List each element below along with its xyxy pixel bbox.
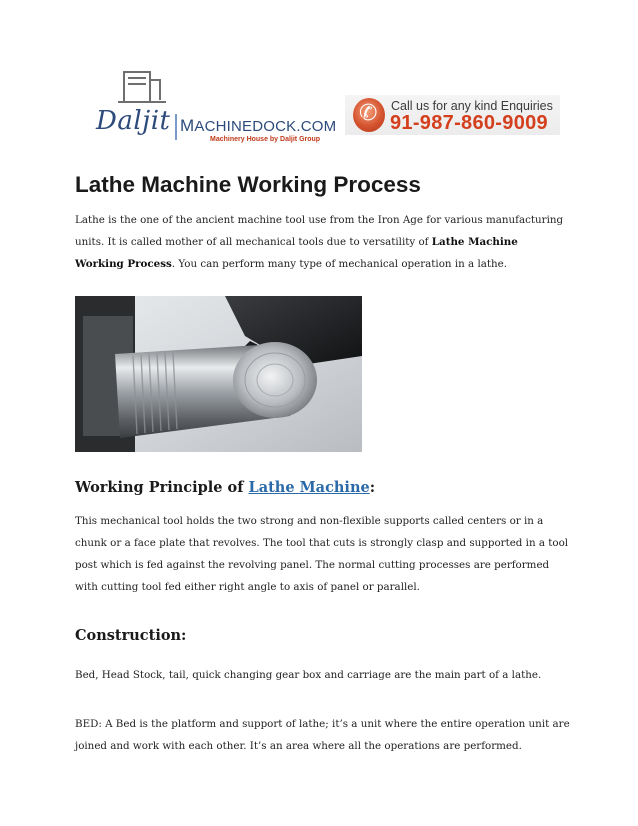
intro-paragraph bbox=[75, 209, 570, 275]
contact-label: Call us for any kind Enquiries bbox=[391, 99, 553, 113]
working-principle-heading bbox=[75, 479, 375, 496]
contact-banner[interactable] bbox=[345, 95, 560, 135]
logo-tagline: Machinery House by Daljit Group bbox=[210, 136, 321, 143]
heading-suffix: : bbox=[369, 479, 376, 496]
machinedock-logo[interactable] bbox=[88, 70, 344, 148]
page-title: Lathe Machine Working Process bbox=[75, 172, 421, 197]
intro-text-end: . You can perform many type of mechanical operation in a lathe. bbox=[171, 258, 508, 270]
bed-paragraph: BED: A Bed is the platform and support of lathe; it’s a unit where the entire operation unit are joined and work with each other. It’s an area where all the operations are performed. bbox=[75, 718, 570, 752]
working-principle-paragraph: This mechanical tool holds the two strong and non-flexible supports called centers or in a chunk or a face plate that revolves. The tool that cuts is strongly clasp and supported in a tool post which is fed against the revolving panel. The normal cutting processes are performed with cutting tool fed either right angle to axis of panel or parallel. bbox=[75, 515, 569, 593]
intro-bold-keyword: Lathe Machine Working Process bbox=[75, 236, 518, 270]
phone-icon bbox=[353, 98, 385, 132]
logo-script-name: Daljit bbox=[96, 106, 171, 136]
contact-phone-number[interactable]: 91-987-860-9009 bbox=[390, 112, 548, 134]
intro-text-start: Lathe is the one of the ancient machine tool use from the Iron Age for various manufacturing units. It is called mother of all mechanical tools due to versatility of bbox=[75, 214, 564, 248]
construction-paragraph: Bed, Head Stock, tail, quick changing gear box and carriage are the main part of a lathe. bbox=[75, 669, 542, 681]
logo-brand-rest: ACHINEDOCK.COM bbox=[194, 118, 337, 135]
lathe-workpiece-photo bbox=[75, 296, 362, 452]
construction-heading: Construction: bbox=[75, 627, 187, 644]
logo-brand-initial: M bbox=[180, 116, 195, 135]
logo-divider bbox=[175, 114, 177, 140]
lathe-machine-link[interactable]: Lathe Machine bbox=[248, 479, 370, 496]
logo-brand-text bbox=[180, 116, 336, 136]
heading-prefix: Working Principle of bbox=[75, 479, 249, 496]
